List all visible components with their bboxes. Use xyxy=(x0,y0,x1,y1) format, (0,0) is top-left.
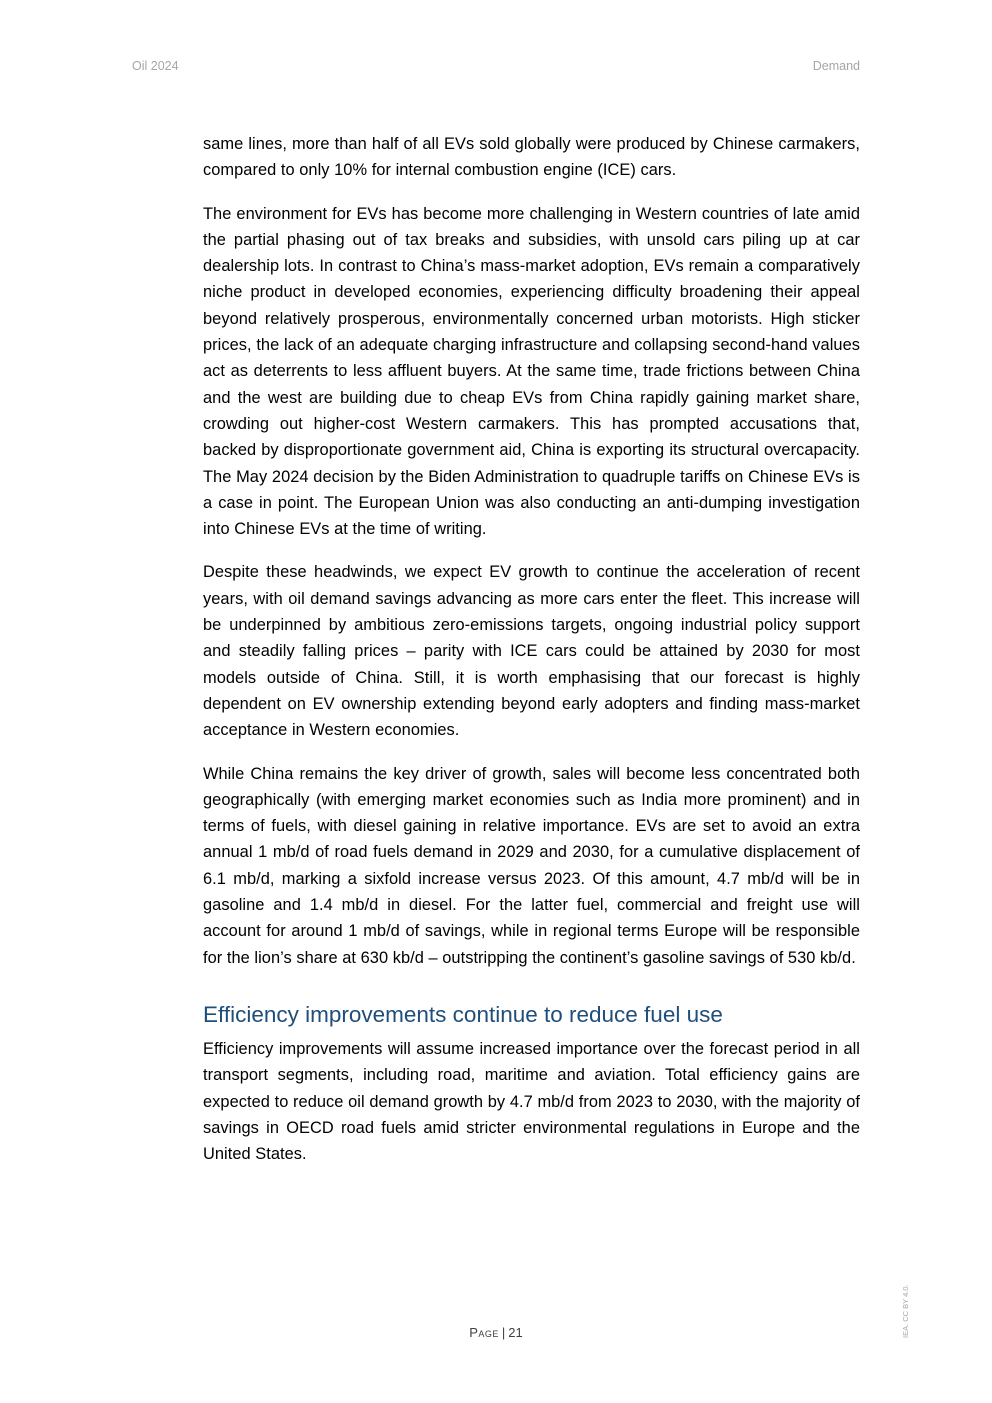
page-number: 21 xyxy=(508,1325,523,1340)
paragraph: same lines, more than half of all EVs sold globally were produced by Chinese carmakers, compared to only 10% for internal combustion engine (ICE) cars. xyxy=(203,135,860,180)
paragraph: Despite these headwinds, we expect EV growth to continue the acceleration of recent years, with oil demand savings advancing as more cars enter the fleet. This increase will be underpinned by ambitious zero-emissions targets, ongoing industrial policy support and steadily falling prices – parity with ICE cars could be attained by 2030 for most models outside of China. Still, it is worth emphasising that our forecast is highly dependent on EV ownership extending beyond early adopters and finding mass-market acceptance in Western economies. xyxy=(203,563,860,740)
page-footer xyxy=(0,1325,992,1340)
paragraph: While China remains the key driver of growth, sales will become less concentrated both geographically (with emerging market economies such as India more prominent) and in terms of fuels, with diesel gaining in relative importance. EVs are set to avoid an extra annual 1 mb/d of road fuels demand in 2029 and 2030, for a cumulative displacement of 6.1 mb/d, marking a sixfold increase versus 2023. Of this amount, 4.7 mb/d will be in gasoline and 1.4 mb/d in diesel. For the latter fuel, commercial and freight use will account for around 1 mb/d of savings, while in regional terms Europe will be responsible for the lion’s share at 630 kb/d – outstripping the continent’s gasoline savings of 530 kb/d. xyxy=(203,764,860,967)
paragraph: The environment for EVs has become more challenging in Western countries of late amid the partial phasing out of tax breaks and subsidies, with unsold cars piling up at car dealership lots. In contrast to China’s mass-market adoption, EVs remain a comparatively niche product in developed economies, experiencing difficulty broadening their appeal beyond relatively prosperous, environmentally concerned urban motorists. High sticker prices, the lack of an adequate charging infrastructure and collapsing second-hand values act as deterrents to less affluent buyers. At the same time, trade frictions between China and the west are building due to cheap EVs from China rapidly gaining market share, crowding out higher-cost Western carmakers. This has prompted accusations that, backed by disproportionate government aid, China is exporting its structural overcapacity. The May 2024 decision by the Biden Administration to quadruple tariffs on Chinese EVs is a case in point. The European Union was also conducting an anti-dumping investigation into Chinese EVs at the time of writing. xyxy=(203,204,860,539)
page-label: Page xyxy=(469,1325,499,1340)
report-title: Oil 2024 xyxy=(132,59,179,73)
section-heading: Efficiency improvements continue to reduce fuel use xyxy=(203,1001,723,1027)
body-text xyxy=(203,131,860,1184)
license-mark: IEA. CC BY 4.0. xyxy=(901,1284,910,1338)
page-separator: | xyxy=(501,1325,506,1340)
paragraph: Efficiency improvements will assume increased importance over the forecast period in all transport segments, including road, maritime and aviation. Total efficiency gains are expected to reduce oil demand growth by 4.7 mb/d from 2023 to 2030, with the majority of savings in OECD road fuels amid stricter environmental regulations in Europe and the United States. xyxy=(203,1039,860,1164)
chapter-name: Demand xyxy=(812,59,860,73)
running-header xyxy=(132,59,860,75)
